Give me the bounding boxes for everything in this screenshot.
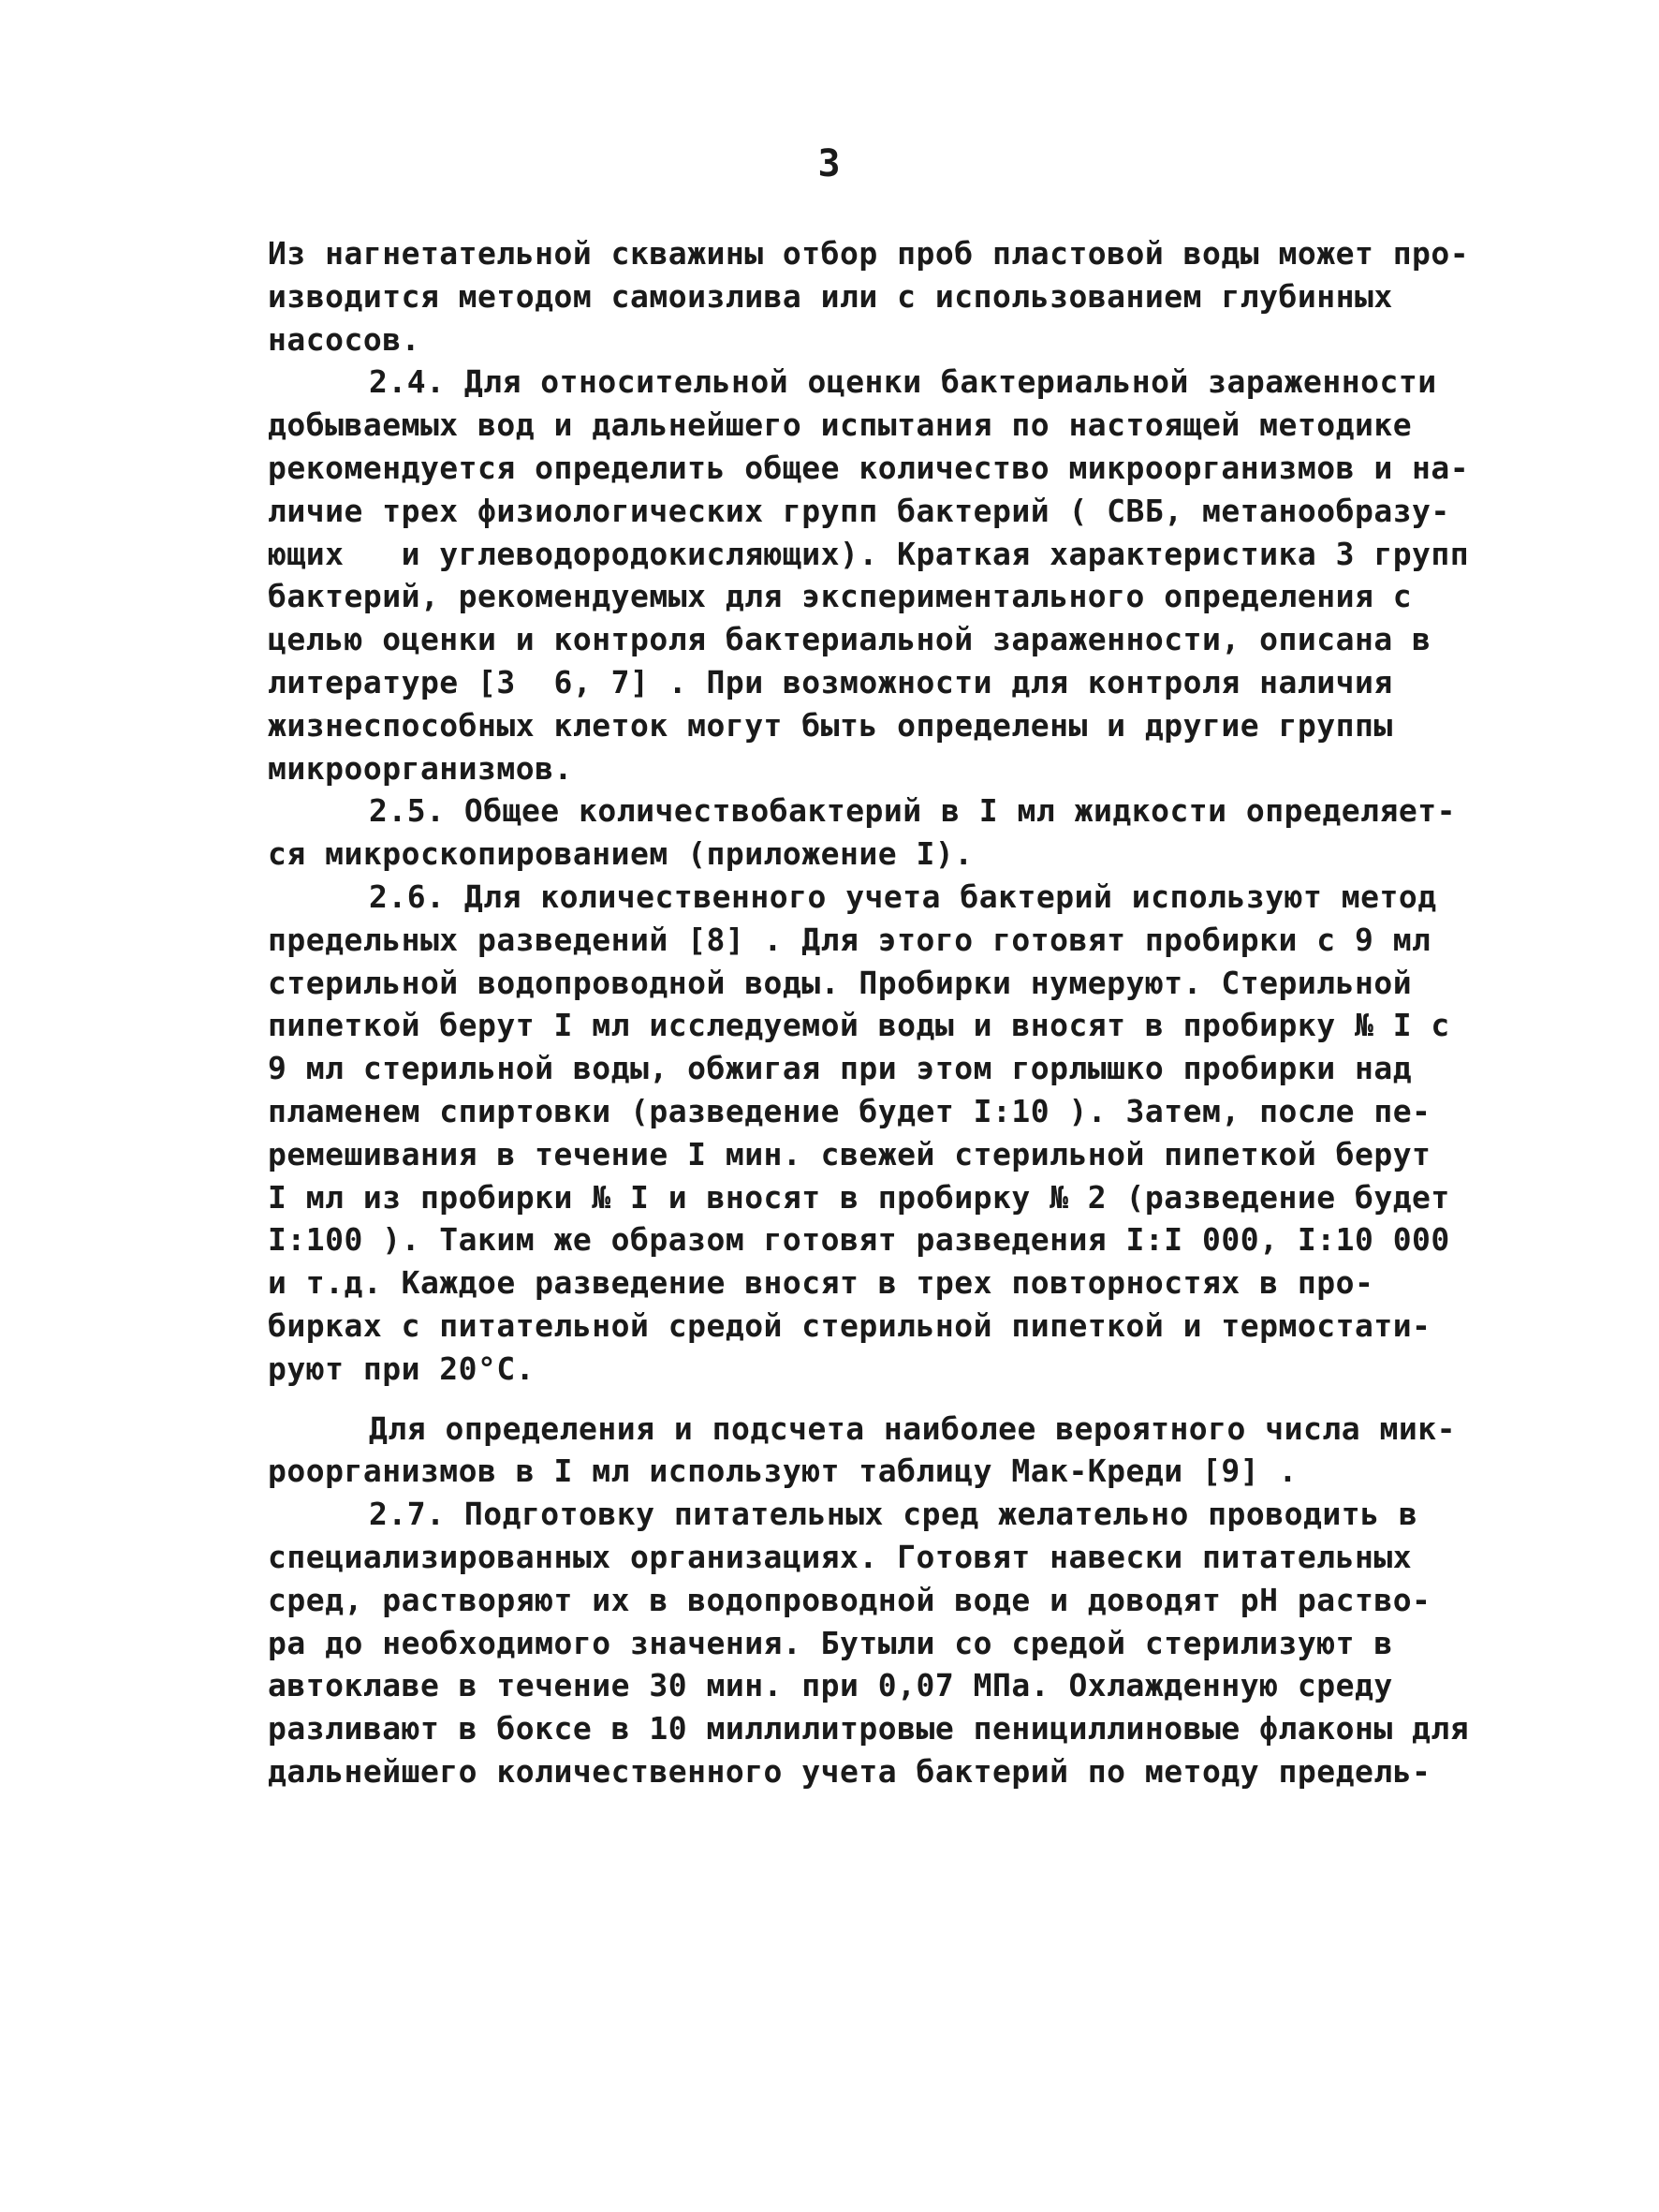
- text-line: 9 мл стерильной воды, обжигая при этом горлышко пробирки над: [268, 1050, 1413, 1087]
- text-line: пипеткой берут I мл исследуемой воды и вносят в пробирку № I с: [268, 1007, 1450, 1044]
- text-line: специализированных организациях. Готовят навески питательных: [268, 1538, 1413, 1575]
- text-line: разливают в боксе в 10 миллилитровые пенициллиновые флаконы для: [268, 1710, 1470, 1747]
- text-line: стерильной водопроводной воды. Пробирки нумеруют. Стерильной: [268, 964, 1413, 1001]
- text-line: жизнеспособных клеток могут быть определены и другие группы: [268, 706, 1393, 744]
- paragraph-count-start: Для определения и подсчета наиболее вероятного числа мик-: [369, 1409, 1456, 1447]
- text-line: ющих и углеводородокисляющих). Краткая характеристика 3 групп: [268, 535, 1470, 572]
- text-line: ра до необходимого значения. Бутыли со средой стерилизуют в: [268, 1624, 1393, 1661]
- text-line: микроорганизмов.: [268, 749, 573, 787]
- body-text: [268, 232, 1470, 1793]
- text-line: автоклаве в течение 30 мин. при 0,07 МПа. Охлажденную среду: [268, 1667, 1393, 1704]
- text-line: сред, растворяют их в водопроводной воде и доводят рН раство-: [268, 1581, 1431, 1618]
- text-line: дальнейшего количественного учета бактерий по методу предель-: [268, 1752, 1431, 1790]
- page-number: 3: [817, 142, 842, 185]
- paragraph-2-7-start: 2.7. Подготовку питательных сред желательно проводить в: [369, 1496, 1418, 1533]
- text-line: и т.д. Каждое разведение вносят в трех повторностях в про-: [268, 1264, 1374, 1302]
- text-line: целью оценки и контроля бактериальной зараженности, описана в: [268, 621, 1431, 658]
- text-line: насосов.: [268, 320, 420, 358]
- paragraph-2-5-start: 2.5. Общее количествобактерий в I мл жидкости определяет-: [369, 792, 1456, 830]
- text-line: бирках с питательной средой стерильной пипеткой и термостати-: [268, 1306, 1431, 1344]
- text-line: Из нагнетательной скважины отбор проб пластовой воды может про-: [268, 235, 1470, 272]
- text-line: предельных разведений [8] . Для этого готовят пробирки с 9 мл: [268, 921, 1431, 958]
- text-line: добываемых вод и дальнейшего испытания по настоящей методике: [268, 406, 1413, 444]
- text-line: роорганизмов в I мл используют таблицу Мак-Креди [9] .: [268, 1453, 1298, 1490]
- paragraph-gap: [268, 1391, 1438, 1408]
- text-line: I:100 ). Таким же образом готовят разведения I:I 000, I:10 000: [268, 1221, 1450, 1259]
- paragraph-2-6-start: 2.6. Для количественного учета бактерий используют метод: [369, 877, 1437, 915]
- text-line: пламенем спиртовки (разведение будет I:10 ). Затем, после пе-: [268, 1092, 1431, 1129]
- paragraph-2-4-start: 2.4. Для относительной оценки бактериальной зараженности: [369, 363, 1437, 401]
- text-line: ремешивания в течение I мин. свежей стерильной пипеткой берут: [268, 1135, 1431, 1172]
- text-line: личие трех физиологических групп бактерий ( СВБ, метанообразу-: [268, 492, 1450, 529]
- text-line: рекомендуется определить общее количество микроорганизмов и на-: [268, 449, 1470, 486]
- text-line: изводится методом самоизлива или с использованием глубинных: [268, 277, 1393, 315]
- text-line: литературе [3 6, 7] . При возможности для контроля наличия: [268, 663, 1393, 700]
- text-line: бактерий, рекомендуемых для экспериментального определения с: [268, 578, 1413, 615]
- text-line: ся микроскопированием (приложение I).: [268, 835, 974, 873]
- text-line: руют при 20°С.: [268, 1349, 536, 1387]
- text-line: I мл из пробирки № I и вносят в пробирку № 2 (разведение будет: [268, 1178, 1450, 1216]
